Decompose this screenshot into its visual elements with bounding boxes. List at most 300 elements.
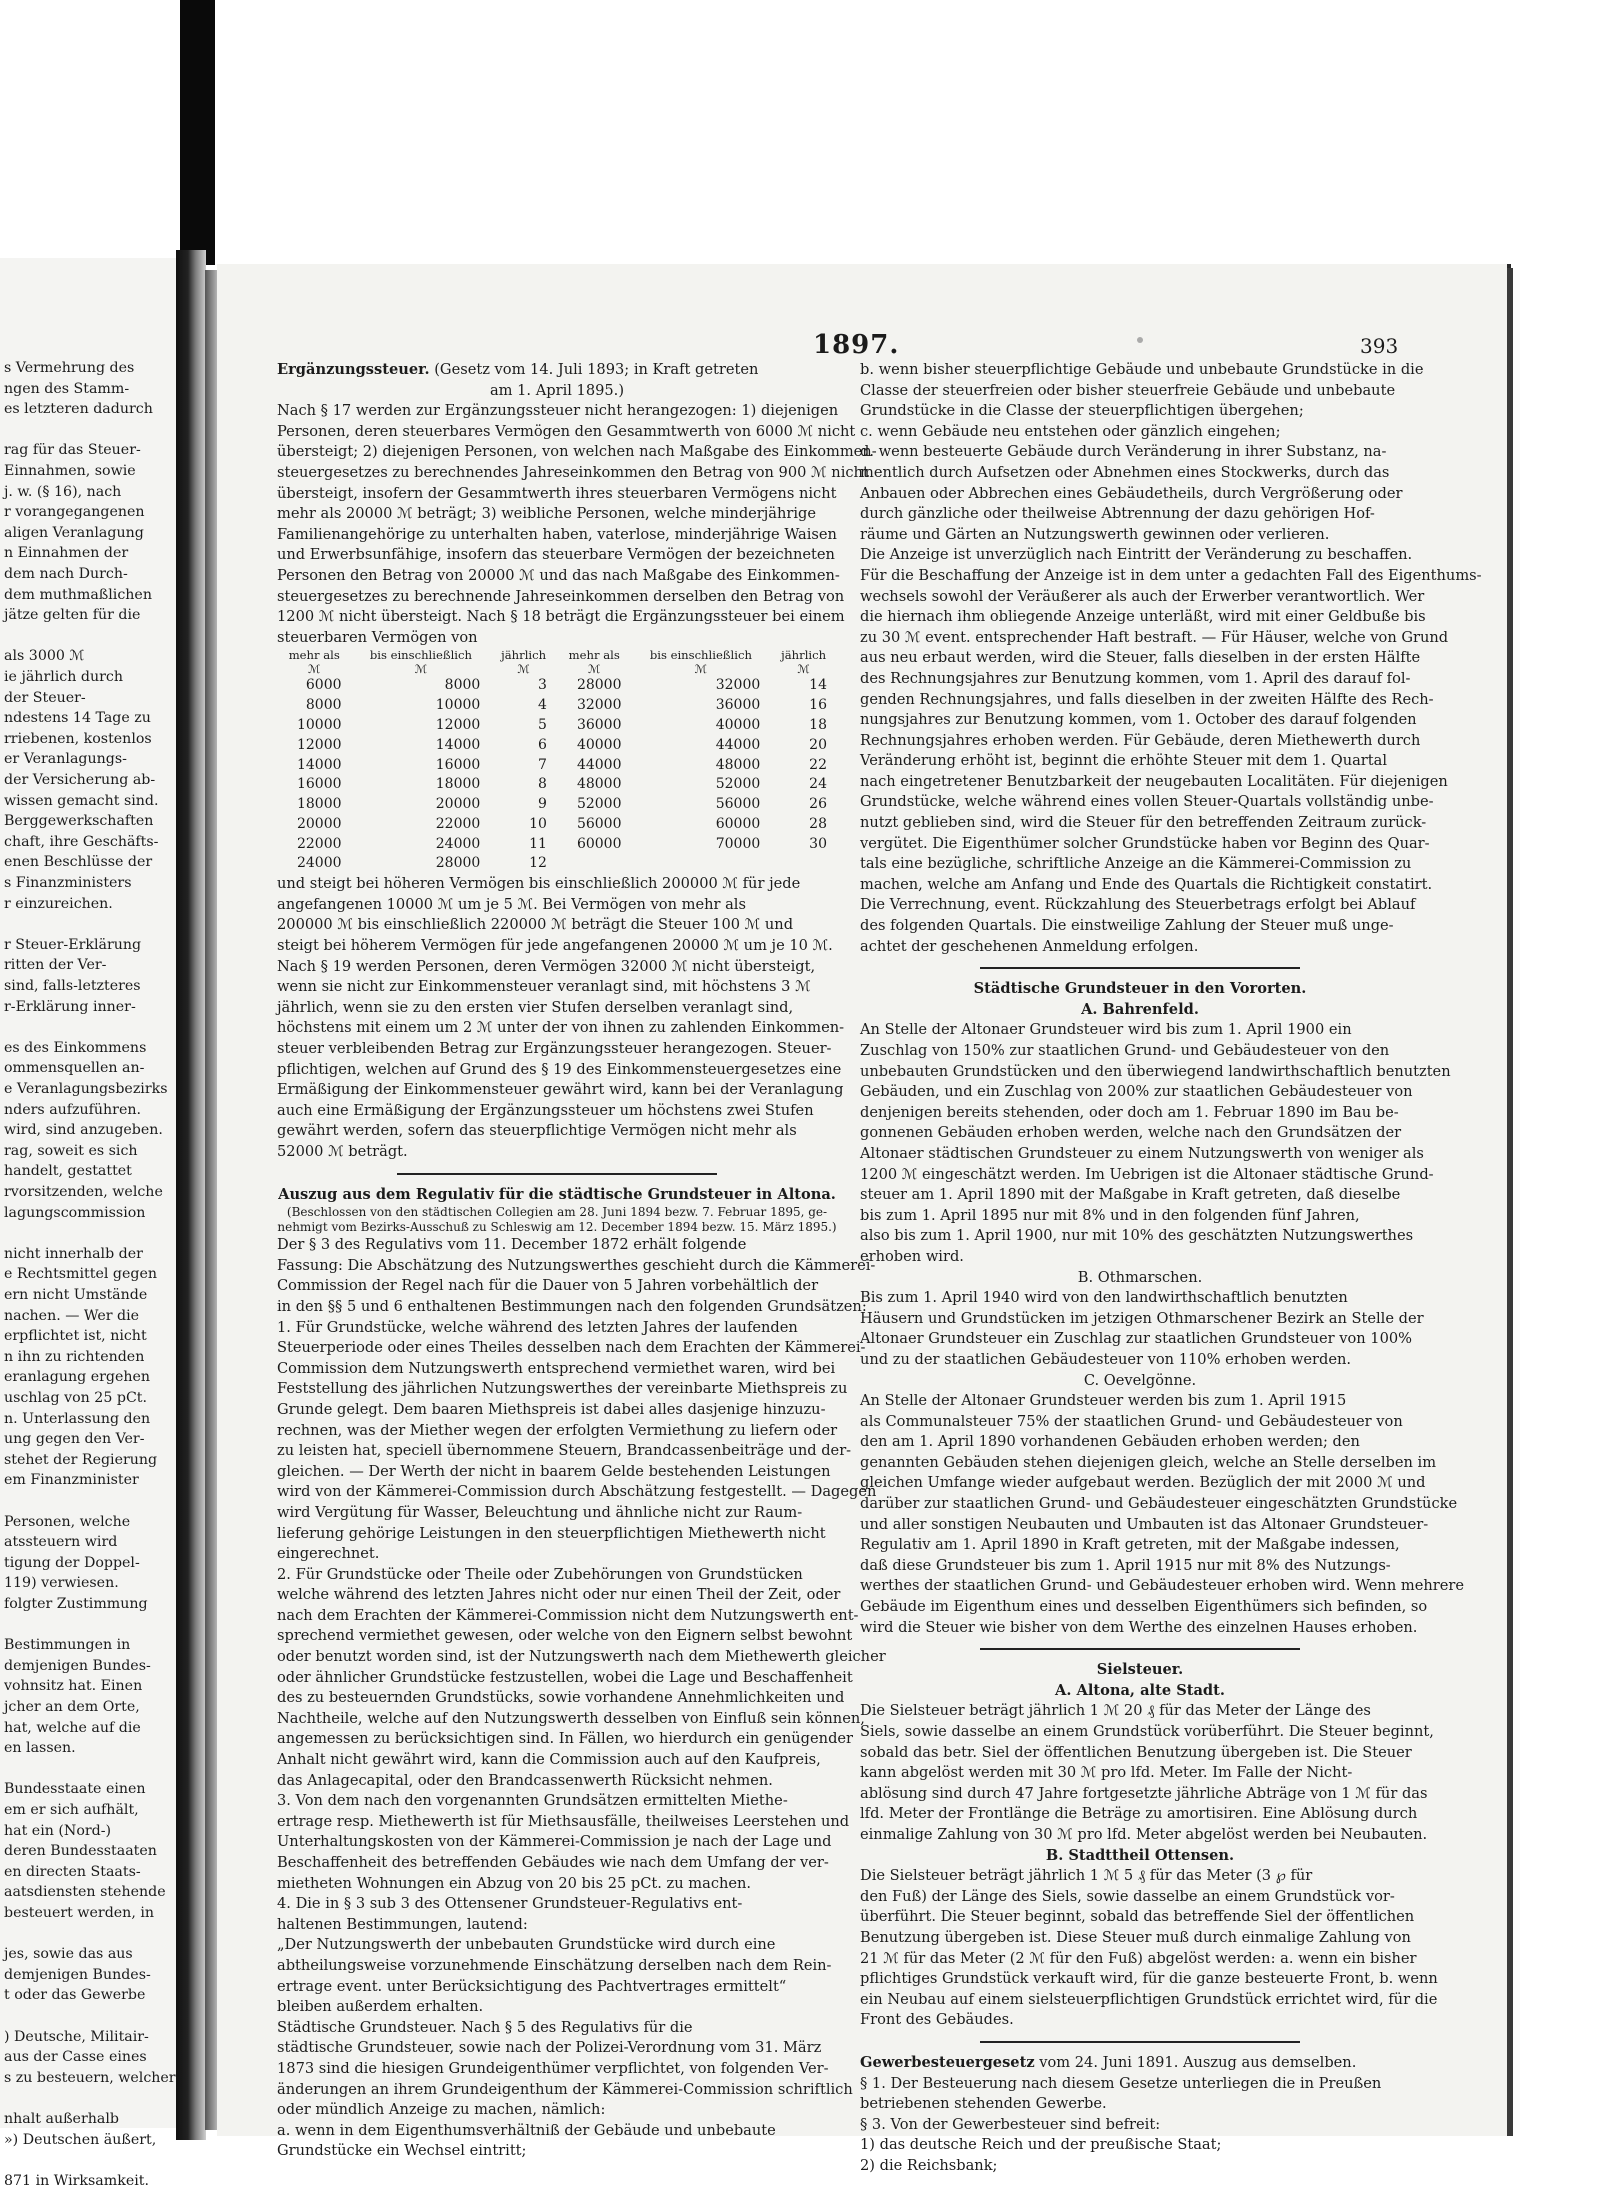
text-line: Veränderung erhöht ist, beginnt die erhöhte Steuer mit dem 1. Quartal	[860, 752, 1388, 770]
table-unit-cell: ℳ	[588, 662, 601, 677]
tax-table-body	[277, 676, 837, 874]
left-page-line: ommensquellen an-	[4, 1060, 145, 1077]
text-line: daß diese Grundsteuer bis zum 1. April 1915 nur mit 8% des Nutzungs-	[860, 1556, 1391, 1574]
left-page-line: wissen gemacht sind.	[4, 792, 159, 809]
table-row	[277, 736, 837, 756]
text-line: steuergesetzes zu berechnendes Jahreseinkommen den Betrag von 900 ℳ nicht	[277, 463, 869, 481]
table-cell: 14000	[435, 736, 481, 753]
left-page-line: besteuert werden, in	[4, 1905, 155, 1921]
left-page-line: r einzureichen.	[4, 895, 113, 912]
text-line: steuergesetzes zu berechnende Jahreseinkommen derselben den Betrag von	[277, 587, 845, 605]
text-line: Unterhaltungskosten von der Kämmerei-Commission je nach der Lage und	[277, 1833, 832, 1851]
left-page-line: nicht innerhalb der	[4, 1245, 143, 1262]
text-line: achtet der geschehenen Anmeldung erfolgen.	[860, 937, 1199, 955]
text-line: ertrage event. unter Berücksichtigung des Pachtvertrages ermittelt“	[277, 1977, 787, 1995]
text-line: mehr als 20000 ℳ beträgt; 3) weibliche Personen, welche minderjährige	[277, 505, 817, 523]
left-page-line: n ihn zu richtenden	[4, 1348, 145, 1365]
text-line: Rechnungsjahres erhoben werden. Für Gebäude, deren Miethewerth durch	[860, 731, 1421, 749]
left-page-line: r vorangegangenen	[4, 504, 145, 521]
bahrenfeld-heading: A. Bahrenfeld.	[1081, 1000, 1199, 1018]
left-page-line: deren Bundesstaaten	[4, 1843, 157, 1860]
page-number: 393	[1360, 334, 1399, 358]
left-page-line: s zu besteuern, welcher	[4, 2069, 176, 2086]
left-page-line: es letzteren dadurch	[4, 401, 153, 418]
ottensen-heading: B. Stadttheil Ottensen.	[1045, 1846, 1235, 1864]
text-line: steuer am 1. April 1890 mit der Maßgabe in Kraft getreten, daß dieselbe	[860, 1186, 1401, 1204]
text-line: (Beschlossen von den städtischen Collegien am 28. Juni 1894 bezw. 7. Februar 1895, ge-	[286, 1205, 828, 1220]
altona-sielsteuer-text	[860, 1701, 1434, 1845]
text-line: überführt. Die Steuer beginnt, sobald das betreffende Siel der öffentlichen	[860, 1908, 1415, 1926]
text-line: Beschaffenheit des betreffenden Gebäudes wie nach dem Umfang der ver-	[277, 1854, 829, 1871]
text-line: eingerechnet.	[277, 1545, 380, 1563]
text-line: „Der Nutzungswerth der unbebauten Grundstücke wird durch eine	[277, 1936, 776, 1954]
text-line: Grundstücke ein Wechsel eintritt;	[277, 2142, 527, 2160]
section-divider	[980, 1648, 1300, 1650]
table-header-cell: jährlich	[501, 648, 547, 663]
table-cell: 16000	[296, 776, 342, 793]
ergaenzungssteuer-date: am 1. April 1895.)	[489, 381, 625, 399]
table-header-cell: bis einschließlich	[649, 648, 752, 663]
gewerbesteuer-heading: Gewerbesteuergesetz	[860, 2053, 1035, 2071]
text-line: zu 30 ℳ event. entsprechender Haft bestraft. — Für Häuser, welche von Grund	[860, 628, 1449, 646]
text-line: also bis zum 1. April 1900, nur mit 10% des geschätzten Nutzungswerthes	[860, 1227, 1414, 1245]
text-line: zu leisten hat, speciell übernommene Steuern, Brandcassenbeiträge und der-	[277, 1442, 852, 1460]
left-page-line: handelt, gestattet	[4, 1163, 132, 1180]
regulativ-note	[277, 1205, 837, 1235]
oevelgoenne-text	[860, 1391, 1464, 1638]
left-page-line: aligen Veranlagung	[4, 524, 144, 541]
left-page-line: ritten der Ver-	[4, 957, 107, 974]
table-cell: 16000	[435, 756, 481, 773]
left-page-line: dem muthmaßlichen	[4, 586, 152, 603]
left-page-line: sind, falls-letzteres	[4, 978, 141, 994]
table-cell: 28000	[576, 677, 622, 694]
left-page-line: n. Unterlassung den	[4, 1410, 151, 1427]
left-page-line: wird, sind anzugeben.	[4, 1122, 163, 1139]
table-cell: 48000	[715, 756, 761, 773]
table-cell: 24000	[435, 835, 481, 852]
left-page-line: atssteuern wird	[4, 1534, 118, 1551]
text-line: den Fuß) der Länge des Siels, sowie dasselbe an einem Grundstück vor-	[860, 1887, 1395, 1905]
left-page-line: uschlag von 25 pCt.	[4, 1390, 148, 1406]
text-line: sprechend vermiethet gewesen, oder welche von den Eignern selbst bewohnt	[277, 1627, 853, 1645]
left-page-line: Personen, welche	[4, 1513, 131, 1530]
text-line: Regulativ am 1. April 1890 in Kraft getreten, mit der Maßgabe indessen,	[860, 1536, 1400, 1554]
table-cell: 24000	[296, 855, 342, 872]
text-line: Bis zum 1. April 1940 wird von den landwirthschaftlich benutzten	[860, 1289, 1348, 1307]
table-cell: 8000	[444, 677, 481, 694]
table-cell: 8000	[305, 697, 342, 714]
left-page-line: ndestens 14 Tage zu	[4, 710, 151, 727]
table-row	[277, 795, 837, 815]
text-line: Häusern und Grundstücken im jetzigen Othmarschener Bezirk an Stelle der	[860, 1309, 1424, 1327]
text-line: den am 1. April 1890 vorhandenen Gebäuden erhoben werden; den	[860, 1433, 1360, 1451]
text-line: steigt bei höherem Vermögen für jede angefangenen 20000 ℳ um je 10 ℳ.	[277, 937, 833, 955]
left-page-line: rriebenen, kostenlos	[4, 730, 152, 747]
text-line: und Erwerbsunfähige, insofern das steuerbare Vermögen der bezeichneten	[277, 546, 835, 564]
ergaenzungssteuer-law: (Gesetz vom 14. Juli 1893; in Kraft getreten	[429, 361, 759, 378]
text-line: Commission dem Nutzungswerth entsprechend vermiethet waren, wird bei	[277, 1359, 836, 1377]
left-page-line: nders aufzuführen.	[4, 1101, 141, 1118]
left-page-line: nhalt außerhalb	[4, 2111, 119, 2127]
section-divider	[980, 967, 1300, 969]
paper-spot	[1137, 337, 1143, 343]
text-line: erhoben wird.	[860, 1247, 964, 1265]
table-row	[277, 756, 837, 776]
text-line: 2) die Reichsbank;	[860, 2156, 998, 2174]
text-line: Die Verrechnung, event. Rückzahlung des Steuerbetrags erfolgt bei Ablauf	[860, 896, 1416, 914]
left-page-line: jes, sowie das aus	[4, 1946, 133, 1963]
left-page-line: r-Erklärung inner-	[4, 998, 136, 1015]
left-page-line: demjenigen Bundes-	[4, 1966, 151, 1983]
text-line: 1200 ℳ nicht übersteigt. Nach § 18 beträgt die Ergänzungssteuer bei einem	[277, 608, 845, 626]
text-line: Siels, sowie dasselbe an einem Grundstück vorüberführt. Die Steuer beginnt,	[860, 1723, 1434, 1740]
left-page-line: ung gegen den Ver-	[4, 1431, 145, 1448]
text-line: in den §§ 5 und 6 enthaltenen Bestimmungen nach den folgenden Grundsätzen:	[277, 1297, 867, 1315]
table-cell: 32000	[715, 677, 761, 694]
left-page-line: eranlagung ergehen	[4, 1369, 151, 1386]
text-line: mietheten Wohnungen ein Abzug von 20 bis 25 pCt. zu machen.	[277, 1874, 752, 1892]
anzeige-text	[860, 360, 1482, 957]
text-line: darüber zur staatlichen Grund- und Gebäudesteuer eingeschätzten Grundstücke	[860, 1495, 1458, 1513]
left-page-line: jätze gelten für die	[4, 607, 141, 624]
text-line: betriebenen stehenden Gewerbe.	[860, 2095, 1107, 2113]
table-cell: 18000	[296, 796, 342, 813]
left-page-line: der Versicherung ab-	[4, 772, 156, 788]
altona-heading: A. Altona, alte Stadt.	[1055, 1681, 1225, 1699]
left-page-line: der Steuer-	[4, 689, 86, 706]
left-page-line: demjenigen Bundes-	[4, 1657, 151, 1674]
table-cell: 44000	[715, 736, 761, 753]
text-line: mentlich durch Aufsetzen oder Abnehmen eines Stockwerks, durch das	[860, 463, 1390, 481]
table-cell: 56000	[576, 815, 622, 832]
text-line: 21 ℳ für das Meter (2 ℳ für den Fuß) abgelöst werden: a. wenn ein bisher	[860, 1949, 1417, 1967]
table-cell: 8	[538, 776, 547, 793]
table-cell: 12000	[435, 716, 481, 733]
left-page-line: ») Deutschen äußert,	[4, 2131, 157, 2148]
left-page-line: vohnsitz hat. Einen	[4, 1678, 143, 1695]
left-page-line: Bestimmungen in	[4, 1637, 131, 1654]
text-line: und aller sonstigen Neubauten und Umbauten ist das Altonaer Grundsteuer-	[860, 1515, 1429, 1533]
table-cell: 18	[809, 716, 827, 733]
text-line: kann abgelöst werden mit 30 ℳ pro lfd. Meter. Im Falle der Nicht-	[860, 1764, 1353, 1782]
text-line: ertrage resp. Miethewerth ist für Miethsausfälle, theilweises Leerstehen und	[277, 1812, 850, 1830]
text-line: räume und Gärten an Nutzungswerth gewinnen oder verlieren.	[860, 525, 1330, 543]
left-page-line: dem nach Durch-	[4, 566, 128, 582]
left-page-line: s Finanzministers	[4, 875, 132, 891]
left-page-line: en lassen.	[4, 1740, 76, 1757]
text-line: Nach § 19 werden Personen, deren Vermögen 32000 ℳ nicht übersteigt,	[277, 957, 816, 975]
table-cell: 3	[538, 677, 547, 694]
text-line: durch gänzliche oder theilweise Abtrennung der dazu gehörigen Hof-	[860, 505, 1375, 523]
text-line: Personen den Betrag von 20000 ℳ und das nach Maßgabe des Einkommen-	[277, 566, 840, 584]
section-divider	[980, 2041, 1300, 2043]
left-page-fragment	[0, 258, 200, 2189]
table-cell: 10000	[296, 716, 342, 733]
left-page-line: aatsdiensten stehende	[4, 1884, 166, 1901]
text-line: nutzt geblieben sind, wird die Steuer für den betreffenden Zeitraum zurück-	[860, 814, 1427, 832]
text-line: Städtische Grundsteuer. Nach § 5 des Regulativs für die	[277, 2018, 693, 2036]
regulativ-text	[277, 1235, 886, 2162]
table-unit-cell: ℳ	[517, 662, 530, 677]
left-column	[277, 360, 886, 2162]
left-page-line: rag für das Steuer-	[4, 442, 141, 459]
text-line: wenn sie nicht zur Einkommensteuer veranlagt sind, mit höchstens 3 ℳ	[277, 978, 811, 996]
text-line: b. wenn bisher steuerpflichtige Gebäude und unbebaute Grundstücke in die	[860, 361, 1424, 378]
right-column	[860, 360, 1482, 2176]
text-line: nach eingetretener Benutzbarkeit der neugebauten Localitäten. Für diejenigen	[860, 772, 1448, 790]
table-row	[277, 854, 837, 874]
tax-rate-table	[277, 648, 837, 874]
text-line: nungsjahres zur Benutzung kommen, vom 1. October des darauf folgenden	[860, 711, 1417, 729]
text-line: bleiben außerdem erhalten.	[277, 1998, 484, 2016]
text-line: 2. Für Grundstücke oder Theile oder Zubehörungen von Grundstücken	[277, 1565, 803, 1583]
book-gutter	[176, 250, 206, 2140]
text-line: nehmigt vom Bezirks-Ausschuß zu Schleswig am 12. December 1894 bezw. 15. März 1895.)	[277, 1220, 837, 1235]
table-cell: 28000	[435, 855, 481, 872]
text-line: § 1. Der Besteuerung nach diesem Gesetze unterliegen die in Preußen	[860, 2074, 1382, 2092]
table-unit-cell: ℳ	[797, 662, 810, 677]
section-divider	[397, 1173, 717, 1175]
text-line: wird von der Kämmerei-Commission durch Abschätzung festgestellt. — Dagegen	[277, 1483, 877, 1501]
left-page-line: em Finanzminister	[4, 1472, 139, 1489]
table-cell: 44000	[576, 756, 622, 773]
text-line: Anbauen oder Abbrechen eines Gebäudetheils, durch Vergrößerung oder	[860, 484, 1403, 502]
text-line: pflichtiges Grundstück verkauft wird, für die ganze besteuerte Front, b. wenn	[860, 1970, 1438, 1988]
left-page-line: enen Beschlüsse der	[4, 854, 153, 871]
table-row	[277, 716, 837, 736]
left-page-line: 871 in Wirksamkeit.	[4, 2172, 149, 2189]
left-page-line: en directen Staats-	[4, 1863, 141, 1880]
ergaenzungssteuer-heading-line	[277, 360, 837, 381]
text-line: steuerbaren Vermögen von	[277, 628, 478, 646]
left-page-line: Bundesstaate einen	[4, 1781, 146, 1798]
left-page-line: stehet der Regierung	[4, 1451, 158, 1468]
text-line: Nachtheile, welche auf den Nutzungswerth desselben von Einfluß sein können,	[277, 1709, 865, 1727]
table-cell: 7	[538, 756, 547, 773]
text-line: wird Vergütung für Wasser, Beleuchtung und ähnliche nicht zur Raum-	[277, 1503, 803, 1521]
left-page-line: nachen. — Wer die	[4, 1307, 140, 1324]
table-cell: 22000	[296, 835, 342, 852]
ergaenzungssteuer-heading: Ergänzungssteuer.	[277, 361, 430, 378]
table-cell: 56000	[715, 796, 761, 813]
left-page-line: ern nicht Umstände	[4, 1287, 148, 1303]
left-page-line: es des Einkommens	[4, 1039, 147, 1056]
text-line: angefangenen 10000 ℳ um je 5 ℳ. Bei Vermögen von mehr als	[277, 895, 746, 913]
left-page-line: tigung der Doppel-	[4, 1554, 140, 1571]
left-page-line: chaft, ihre Geschäfts-	[4, 833, 159, 850]
left-page-line: e Rechtsmittel gegen	[4, 1266, 157, 1283]
table-cell: 28	[809, 815, 827, 832]
left-page-line: j. w. (§ 16), nach	[4, 483, 122, 500]
page-edge	[1507, 268, 1513, 2136]
left-page-line: t oder das Gewerbe	[4, 1987, 146, 2004]
table-cell: 12	[529, 855, 547, 872]
text-line: werthes der staatlichen Grund- und Gebäudesteuer erhoben wird. Wenn mehrere	[860, 1577, 1464, 1595]
text-line: des zu besteuernden Grundstücks, sowie vorhandene Annehmlichkeiten und	[277, 1689, 845, 1707]
text-line: § 3. Von der Gewerbesteuer sind befreit:	[860, 2115, 1161, 2133]
text-line: die hiernach ihm obliegende Anzeige unterläßt, wird mit einer Geldbuße bis	[860, 608, 1426, 626]
table-row	[277, 696, 837, 716]
table-header-cell: bis einschließlich	[369, 648, 472, 663]
text-line: gleichen. — Der Werth der nicht in baarem Gelde bestehenden Leistungen	[277, 1462, 831, 1480]
table-cell: 12000	[296, 736, 342, 753]
text-line: welche während des letzten Jahres nicht oder nur einen Theil der Zeit, oder	[277, 1586, 841, 1604]
table-cell: 6000	[305, 677, 342, 694]
table-cell: 70000	[715, 835, 761, 852]
table-cell: 6	[538, 736, 547, 753]
text-line: Feststellung des jährlichen Nutzungswerthes der vereinbarte Miethspreis zu	[277, 1380, 848, 1398]
text-line: Die Sielsteuer beträgt jährlich 1 ℳ 5 ₰ für das Meter (3 ℘ für	[860, 1867, 1313, 1885]
text-line: ein Neubau auf einem sielsteuerpflichtigen Grundstück errichtet wird, für die	[860, 1990, 1438, 2008]
table-cell: 24	[809, 776, 827, 793]
text-line: Ermäßigung der Einkommensteuer gewährt wird, kann bei der Veranlagung	[277, 1081, 844, 1099]
table-cell: 10	[529, 815, 547, 832]
text-line: bis zum 1. April 1895 nur mit 8% und in den folgenden fünf Jahren,	[860, 1206, 1360, 1224]
table-cell: 20	[809, 736, 827, 753]
text-line: ablösung sind durch 47 Jahre fortgesetzte jährliche Abträge von 1 ℳ für das	[860, 1784, 1428, 1802]
table-unit-cell: ℳ	[308, 662, 321, 677]
text-line: des Rechnungsjahres zur Benutzung kommen, vom 1. April des darauf fol-	[860, 669, 1411, 687]
table-cell: 5	[538, 716, 547, 733]
text-line: des folgenden Quartals. Die einstweilige Zahlung der Steuer muß unge-	[860, 917, 1394, 935]
text-line: An Stelle der Altonaer Grundsteuer werden bis zum 1. April 1915	[860, 1392, 1347, 1410]
table-cell: 4	[538, 697, 547, 714]
table-cell: 30	[809, 835, 827, 852]
table-cell: 18000	[435, 776, 481, 793]
left-page-line: als 3000 ℳ	[4, 648, 85, 665]
table-cell: 40000	[576, 736, 622, 753]
text-line: Für die Beschaffung der Anzeige ist in dem unter a gedachten Fall des Eigenthums-	[860, 566, 1482, 584]
table-cell: 32000	[576, 697, 622, 714]
table-cell: 36000	[576, 716, 622, 733]
left-page-line: folgter Zustimmung	[4, 1596, 148, 1612]
text-line: sobald das betr. Siel der öffentlichen Benutzung übergeben ist. Die Steuer	[860, 1743, 1412, 1761]
oevelgoenne-heading: C. Oevelgönne.	[1083, 1371, 1197, 1389]
left-page-line: ie jährlich durch	[4, 669, 123, 685]
text-line: Front des Gebäudes.	[860, 2011, 1014, 2029]
text-line: Benutzung übergeben ist. Diese Steuer muß durch einmalige Zahlung von	[860, 1928, 1411, 1946]
table-cell: 20000	[435, 796, 481, 813]
left-page-line: jcher an dem Orte,	[4, 1699, 140, 1715]
left-page-line: r Steuer-Erklärung	[4, 936, 142, 953]
text-line: genannten Gebäuden stehen diejenigen gleich, welche an Stelle derselben im	[860, 1453, 1437, 1471]
regulativ-heading: Auszug aus dem Regulativ für die städtische Grundsteuer in Altona.	[278, 1185, 836, 1203]
table-cell: 9	[538, 796, 547, 813]
table-row	[277, 775, 837, 795]
text-line: Altonaer städtischen Grundsteuer zu einem Nutzungswerth von weniger als	[860, 1144, 1424, 1162]
text-line: Die Anzeige ist unverzüglich nach Eintritt der Veränderung zu beschaffen.	[860, 546, 1413, 564]
text-line: lfd. Meter der Frontlänge die Beträge zu amortisiren. Eine Ablösung durch	[860, 1805, 1418, 1823]
text-line: gleichen Umfange wieder aufgebaut werden. Bezüglich der mit 2000 ℳ und	[860, 1474, 1426, 1492]
table-cell: 22	[809, 756, 827, 773]
text-line: 1200 ℳ eingeschätzt werden. Im Uebrigen ist die Altonaer städtische Grund-	[860, 1165, 1434, 1183]
table-cell: 48000	[576, 776, 622, 793]
book-binding-shadow	[180, 0, 215, 265]
gewerbesteuer-date: vom 24. Juni 1891. Auszug aus demselben.	[1034, 2053, 1357, 2071]
table-cell: 40000	[715, 716, 761, 733]
left-page-line: Einnahmen, sowie	[4, 463, 136, 479]
text-line: übersteigt; 2) diejenigen Personen, von welchen nach Maßgabe des Einkommen-	[277, 443, 877, 461]
text-line: Gebäude im Eigenthum eines und desselben Eigenthümers sich befinden, so	[860, 1598, 1428, 1616]
left-page-line: hat ein (Nord-)	[4, 1822, 112, 1839]
text-line: wird die Steuer wie bisher von dem Werthe des einzelnen Hauses erhoben.	[860, 1618, 1418, 1636]
text-line: gonnenen Gebäuden erhoben werden, welche nach den Grundsätzen der	[860, 1124, 1402, 1142]
left-page-line: aus der Casse eines	[4, 2049, 147, 2066]
text-line: denjenigen bereits stehenden, oder doch am 1. Februar 1890 im Bau be-	[860, 1103, 1399, 1121]
left-page-line: e Veranlagungsbezirks	[4, 1081, 168, 1097]
table-header-cell: jährlich	[781, 648, 827, 663]
text-line: städtische Grundsteuer, sowie nach der Polizei-Verordnung vom 31. März	[277, 2039, 822, 2057]
vororte-heading: Städtische Grundsteuer in den Vororten.	[973, 980, 1307, 998]
ottensen-sielsteuer-text	[860, 1866, 1438, 2031]
left-page-line: erpflichtet ist, nicht	[4, 1328, 147, 1345]
text-line: Altonaer Grundsteuer ein Zuschlag zur staatlichen Grundsteuer von 100%	[860, 1330, 1413, 1348]
text-line: übersteigt, insofern der Gesammtwerth ihres steuerbaren Vermögens nicht	[277, 484, 837, 502]
text-line: änderungen an ihrem Grundeigenthum der Kämmerei-Commission schriftlich	[277, 2080, 853, 2098]
table-cell: 26	[809, 796, 827, 813]
text-line: abtheilungsweise vorzunehmende Einschätzung derselben nach dem Rein-	[277, 1956, 832, 1974]
text-line: angemessen zu berücksichtigen sind. In Fällen, wo hierdurch ein genügender	[277, 1730, 854, 1748]
text-line: Classe der steuerfreien oder bisher steuerfreie Gebäude und unbebaute	[860, 381, 1396, 399]
text-line: oder benutzt worden sind, ist der Nutzungswerth nach dem Miethewerth gleicher	[277, 1648, 886, 1666]
text-line: Familienangehörige zu unterhalten haben, vaterlose, minderjährige Waisen	[277, 525, 837, 543]
page-header-year: 1897.	[813, 330, 900, 360]
text-line: Grundstücke in die Classe der steuerpflichtigen übergehen;	[860, 402, 1304, 420]
table-cell: 60000	[576, 835, 622, 852]
table-unit-cell: ℳ	[414, 662, 428, 677]
table-row	[277, 835, 837, 855]
table-cell: 16	[809, 697, 827, 714]
tax-table-header	[277, 648, 837, 662]
text-line: steuer verbleibenden Betrag zur Ergänzungssteuer herangezogen. Steuer-	[277, 1040, 832, 1058]
text-line: 52000 ℳ beträgt.	[277, 1143, 408, 1160]
left-page-line: lagungscommission	[4, 1204, 146, 1221]
table-unit-cell: ℳ	[694, 662, 708, 677]
text-line: Der § 3 des Regulativs vom 11. December 1872 erhält folgende	[277, 1236, 747, 1254]
table-cell: 20000	[296, 815, 342, 832]
text-line: pflichtigen, welchen auf Grund des § 19 des Einkommensteuergesetzes eine	[277, 1060, 842, 1078]
left-page-line: rag, soweit es sich	[4, 1142, 138, 1159]
text-line: auch eine Ermäßigung der Ergänzungssteuer um höchstens zwei Stufen	[277, 1101, 814, 1119]
table-header-cell: mehr als	[288, 648, 340, 663]
table-cell: 14	[809, 677, 827, 694]
text-line: das Anlagecapital, oder den Brandcassenwerth Rücksicht nehmen.	[277, 1771, 773, 1789]
table-cell: 36000	[715, 697, 761, 714]
text-line: genden Rechnungsjahres, und falls dieselben in der zweiten Hälfte des Rech-	[860, 690, 1434, 708]
text-line: 200000 ℳ bis einschließlich 220000 ℳ beträgt die Steuer 100 ℳ und	[277, 916, 794, 934]
text-line: 4. Die in § 3 sub 3 des Ottensener Grundsteuer-Regulativs ent-	[277, 1895, 743, 1913]
ergaenzungssteuer-paragraph	[277, 401, 877, 648]
text-line: tals eine bezügliche, schriftliche Anzeige an die Kämmerei-Commission zu	[860, 855, 1412, 873]
table-cell: 11	[529, 835, 547, 852]
tax-table-units	[277, 662, 837, 676]
text-line: jährlich, wenn sie zu den ersten vier Stufen derselben veranlagt sind,	[277, 998, 794, 1016]
text-line: haltenen Bestimmungen, lautend:	[277, 1915, 528, 1933]
left-page-line: hat, welche auf die	[4, 1719, 141, 1736]
text-line: Commission der Regel nach für die Dauer von 5 Jahren vorbehältlich der	[277, 1277, 819, 1295]
left-page-line: ) Deutsche, Militair-	[4, 2028, 149, 2045]
table-cell: 52000	[715, 776, 761, 793]
text-line: 1873 sind die hiesigen Grundeigenthümer verpflichtet, von folgenden Ver-	[277, 2059, 829, 2077]
left-page-line: s Vermehrung des	[4, 360, 135, 376]
table-row	[277, 815, 837, 835]
table-cell	[631, 854, 770, 874]
text-line: höchstens mit einem um 2 ℳ unter der von ihnen zu zahlenden Einkommen-	[277, 1019, 845, 1037]
text-line: gewährt werden, sofern das steuerpflichtige Vermögen nicht mehr als	[277, 1122, 797, 1140]
text-line: einmalige Zahlung von 30 ℳ pro lfd. Meter abgelöst werden bei Neubauten.	[860, 1825, 1428, 1843]
text-line: An Stelle der Altonaer Grundsteuer wird bis zum 1. April 1900 ein	[860, 1021, 1352, 1039]
